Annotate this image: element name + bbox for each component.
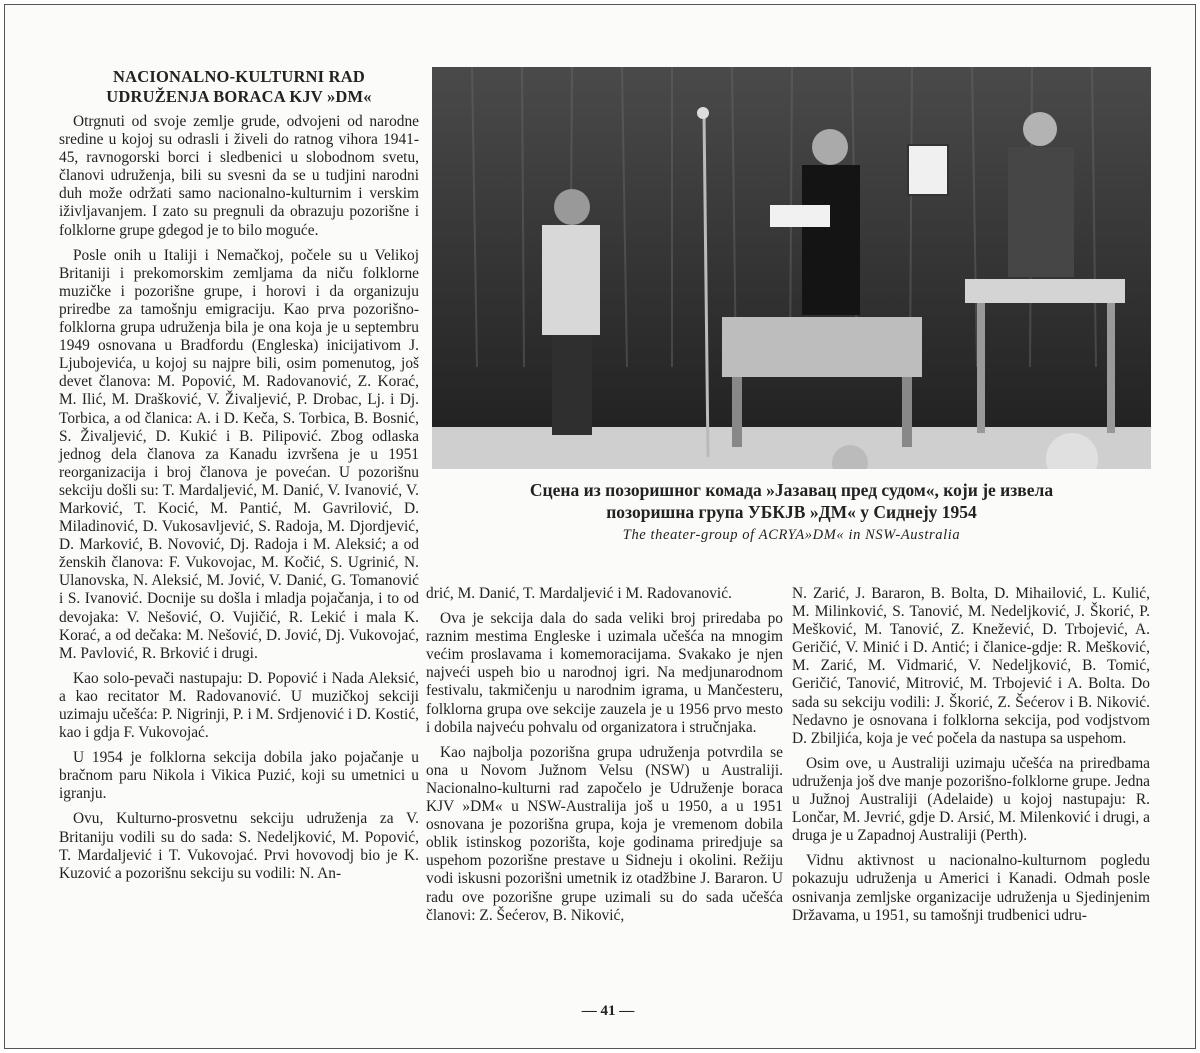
paragraph: Vidnu aktivnost u nacionalno-kulturnom pogledu pokazuju udruženja u Americi i Kanadi. Odmah posle osnivanja zemljske organizacije udruženja u Sjedinjenim Državama, u 1951, su tamošnji trudbenici udru- bbox=[792, 852, 1150, 924]
heading-line-2: UDRUŽENJA BORACA KJV »DM« bbox=[106, 87, 372, 106]
article-column-right bbox=[792, 585, 1150, 932]
paragraph: Ova je sekcija dala do sada veliki broj priredaba po raznim mestima Engleske i uzimala učešća na mnogim većim proslavama i komemoracijama. Svakako je njen najveći uspeh bio u narodnoj igri. Na medjunarodnom festivalu, takmičenju u narodnim igrama, u Mančesteru, folklorna grupa ove sekcije zauzela je u 1956 prvo mesto i dobila najveću pohvalu od organizatora i stručnjaka. bbox=[426, 610, 783, 736]
paragraph: Osim ove, u Australiji uzimaju učešća na priredbama udruženja još dve manje pozorišno-folklorne grupe. Jedna u Južnoj Australiji (Adelaide) u kojoj nastupaju: R. Lončar, M. Jevrić, gdje D. Arsić, M. Milenković i drugi, a druga je u Zapadnoj Australiji (Perth). bbox=[792, 754, 1150, 845]
paragraph: N. Zarić, J. Bararon, B. Bolta, D. Mihailović, L. Kulić, M. Milinković, S. Tanović, M. Nedeljković, J. Škorić, P. Mešković, M. Tanović, Z. Knežević, D. Trbojević, A. Geričić, V. Minić i D. Antić; i članice-gdje: R. Mešković, M. Zarić, M. Vidmarić, V. Nedeljković, B. Tomić, Geričić, Tanović, Mitrović, M. Trbojević i A. Bolta. Do sada su sekciju vodili: J. Škorić, Z. Šećerov i B. Niković. Nedavno je osnovana i folklorna sekcija, pod vodjstvom D. Zbiljića, koja je već počela da nastupa sa uspehom. bbox=[792, 585, 1150, 747]
article-column-left bbox=[59, 65, 419, 890]
article-column-middle bbox=[426, 585, 783, 932]
paragraph: Kao solo-pevači nastupaju: D. Popović i Nada Aleksić, a kao recitator M. Radovanović. U muzičkoj sekciji uzimaju učešća: P. Nigrinji, P. i M. Srdjenović i D. Kostić, kao i gdja F. Vukovojać. bbox=[59, 669, 419, 742]
paragraph: U 1954 je folklorna sekcija dobila jako pojačanje u bračnom paru Nikola i Vikica Puzić, koji su umetnici u igranju. bbox=[59, 749, 419, 803]
theater-stage-photo bbox=[432, 67, 1151, 469]
paragraph: drić, M. Danić, T. Mardaljević i M. Radovanović. bbox=[426, 585, 732, 602]
magazine-page bbox=[4, 4, 1196, 1049]
paragraph: Ovu, Kulturno-prosvetnu sekciju udruženja za V. Britaniju vodili su do sada: S. Nedeljković, M. Popović, T. Mardaljević i T. Vukovojać. Prvi hovovodj bio je K. Kuzović a pozorišnu sekciju su vodili: N. An- bbox=[59, 810, 419, 882]
caption-english: The theater-group of ACRYA»DM« in NSW-Australia bbox=[622, 527, 961, 543]
article-heading bbox=[59, 67, 419, 107]
heading-line-1: NACIONALNO-KULTURNI RAD bbox=[113, 67, 365, 86]
caption-cyrillic: Сцена из позоришног комада »Јазавац пред судом«, који је извела позоришна група УБКЈВ »ДМ« у Сиднеју 1954 bbox=[529, 480, 1054, 522]
page-number: — 41 — bbox=[581, 1003, 635, 1019]
photo-caption bbox=[432, 479, 1151, 544]
paragraph: Kao najbolja pozorišna grupa udruženja potvrdila se ona u Novom Južnom Velsu (NSW) u Australiji. Nacionalno-kulturni rad započelo je Udruženje boraca KJV »DM« u NSW-Australija još u 1950, a u 1951 osnovana je pozorišna grupa, koja je vremenom dobila oblik istinskog pozorišta, koje godinama priredjuje sa uspehom pozorišne prestave u Sidneju i okolini. Režiju vodi iskusni pozorišni umetnik iz otadžbine J. Bararon. U radu ove pozorišne grupe uzimali su do sada učešća članovi: Z. Šećerov, B. Niković, bbox=[426, 743, 783, 924]
paragraph: Posle onih u Italiji i Nemačkoj, počele su u Velikoj Britaniji i prekomorskim zemljama da niču folklorne muzičke i pozorišne grupe, i horovi i da organizuju priredbe za tamošnju emigraciju. Kao prva pozorišno-folklorna grupa udruženja bila je ona koja je u septembru 1949 osnovana u Bradfordu (Engleska) inicijativom J. Ljubojevića, u kojoj su najpre bili, osim pomenutog, još devet članova: M. Popović, M. Radovanović, Z. Korać, M. Ilić, M. Drašković, V. Živaljević, P. Drobac, Lj. i Dj. Torbica, a od članica: A. i D. Keča, S. Torbica, B. Bosnić, S. Živaljević, D. Kukić i B. Pilipović. Zbog odlaska jednog dela članova za Kanadu izvršena je u 1951 reorganizacija i broj članova je povećan. U pozorišnu sekciju došli su: T. Mardaljević, M. Danić, V. Ivanović, V. Marković, T. Kocić, M. Pantić, M. Gavrilović, D. Miladinović, D. Vukosavljević, S. Radoja, M. Djordjević, D. Marković, B. Novović, Dj. Radoja i M. Aleksić; a od ženskih članova: F. Vukovojac, M. Kočić, S. Ugrinić, N. Ulanovska, N. Aleksić, M. Jović, V. Danić, G. Tomanović i S. Ivanović. Docnije su došla i mladja pojačanja, i to od devojaka: V. Nešović, O. Vujičić, R. Lekić i mala K. Korać, a od dečaka: M. Nešović, D. Jović, Dj. Vukovojać, M. Pavlović, R. Brković i drugi. bbox=[59, 246, 419, 662]
paragraph: Otrgnuti od svoje zemlje grude, odvojeni od narodne sredine u kojoj su odrasli i živeli do ratnog vihora 1941-45, ravnogorski borci i sledbenici u slobodnom svetu, članovi udruženja, bili su svesni da se u tudjini narodni duh može održati samo nacionalno-kulturnim i verskim iživljavanjem. I zato su pregnuli da obrazuju pozorišne i folklorne grupe gdegod je to bilo moguće. bbox=[59, 113, 419, 239]
